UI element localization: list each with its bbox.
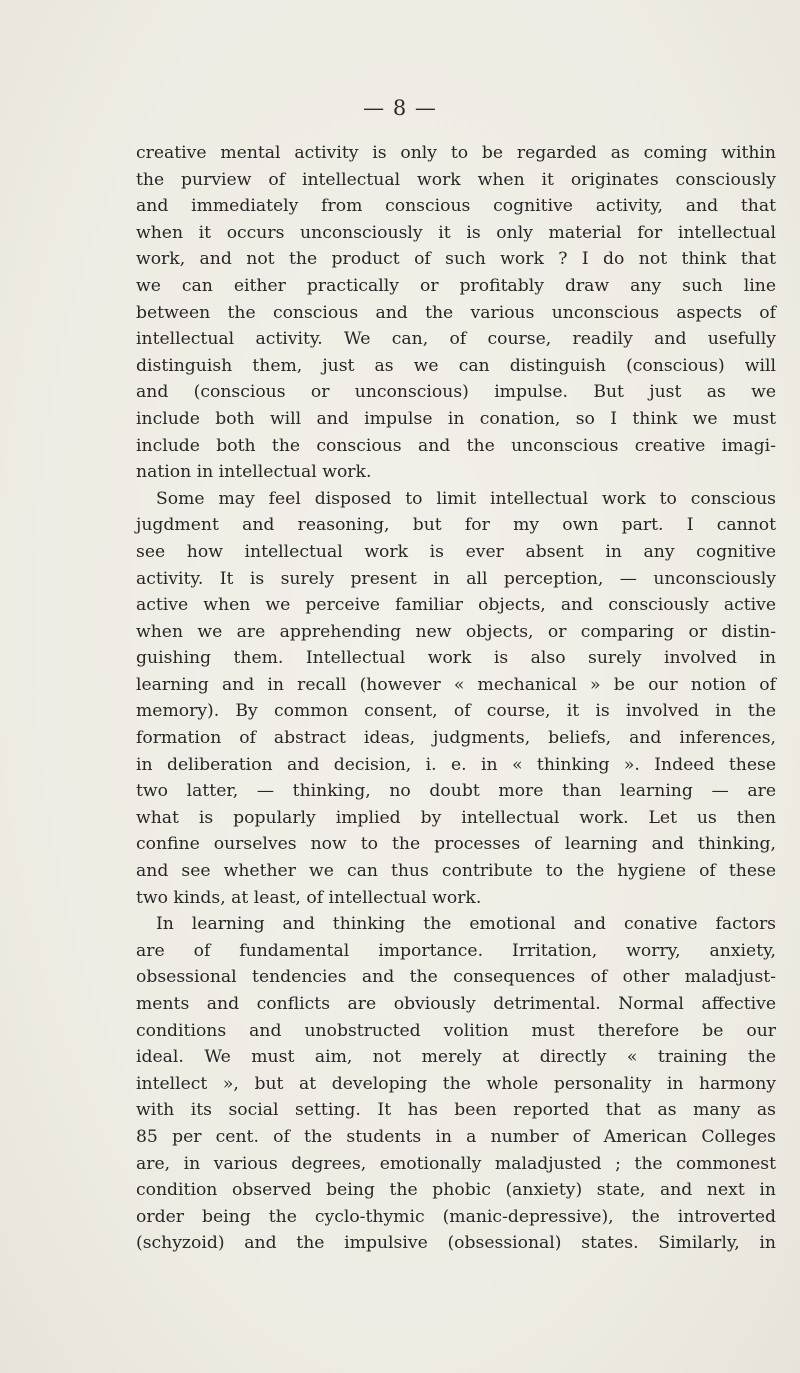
text-line: (schyzoid) and the impulsive (obsessional) states. Similarly, in [136, 1233, 776, 1254]
text-line: include both will and impulse in conation, so I think we must [136, 408, 776, 429]
text-line: confine ourselves now to the processes of learning and thinking, [136, 834, 776, 855]
text-line: work, and not the product of such work ? I do not think that [136, 249, 776, 270]
text-line: two kinds, at least, of intellectual work. [136, 887, 482, 908]
text-line: are of fundamental importance. Irritation, worry, anxiety, [136, 940, 776, 961]
text-line: formation of abstract ideas, judgments, beliefs, and inferences, [136, 728, 776, 749]
text-line: learning and in recall (however « mechanical » be our notion of [136, 674, 776, 695]
text-line: two latter, — thinking, no doubt more than learning — are [136, 781, 776, 802]
paragraph-3 [136, 911, 776, 1257]
text-line: ments and conflicts are obviously detrimental. Normal affective [136, 994, 776, 1014]
text-line: intellect », but at developing the whole personality in harmony [136, 1073, 776, 1094]
text-line: In learning and thinking the emotional and conative factors [156, 914, 776, 935]
text-line: what is popularly implied by intellectual work. Let us then [136, 807, 776, 828]
text-line: with its social setting. It has been reported that as many as [136, 1100, 776, 1121]
body-text [136, 140, 776, 1257]
text-line: and immediately from conscious cognitive activity, and that [136, 196, 776, 217]
text-line: guishing them. Intellectual work is also surely involved in [136, 648, 776, 669]
text-line: the purview of intellectual work when it originates consciously [136, 169, 776, 190]
text-line: obsessional tendencies and the consequences of other maladjust- [136, 967, 776, 988]
text-line: condition observed being the phobic (anxiety) state, and next in [136, 1180, 776, 1201]
text-line: order being the cyclo-thymic (manic-depressive), the introverted [136, 1206, 776, 1227]
text-line: activity. It is surely present in all perception, — unconsciously [136, 568, 776, 589]
text-line: when it occurs unconsciously it is only material for intellectual [136, 222, 776, 243]
text-line: include both the conscious and the unconscious creative imagi- [136, 435, 776, 456]
text-line: distinguish them, just as we can distinguish (conscious) will [136, 355, 776, 376]
text-line: intellectual activity. We can, of course, readily and usefully [136, 329, 776, 350]
text-line: memory). By common consent, of course, it is involved in the [136, 701, 776, 722]
text-line: nation in intellectual work. [136, 462, 372, 483]
text-line: we can either practically or profitably draw any such line [136, 275, 776, 296]
text-line: creative mental activity is only to be regarded as coming within [136, 143, 776, 163]
text-line: see how intellectual work is ever absent in any cognitive [136, 541, 776, 562]
text-line: active when we perceive familiar objects, and consciously active [136, 595, 776, 616]
page-number: — 8 — [363, 96, 437, 120]
text-line: Some may feel disposed to limit intellectual work to conscious [156, 488, 776, 509]
text-line: when we are apprehending new objects, or comparing or distin- [136, 621, 776, 642]
text-line: jugdment and reasoning, but for my own part. I cannot [136, 515, 776, 536]
text-line: in deliberation and decision, i. e. in « thinking ». Indeed these [136, 754, 776, 775]
text-line: and (conscious or unconscious) impulse. But just as we [136, 382, 776, 403]
paragraph-2 [136, 486, 776, 912]
text-line: and see whether we can thus contribute to the hygiene of these [136, 861, 776, 882]
text-line: between the conscious and the various unconscious aspects of [136, 302, 776, 323]
text-line: are, in various degrees, emotionally maladjusted ; the commonest [136, 1153, 776, 1174]
paragraph-1 [136, 140, 776, 486]
text-line: ideal. We must aim, not merely at directly « training the [136, 1047, 776, 1068]
text-line: conditions and unobstructed volition must therefore be our [136, 1020, 776, 1041]
text-line: 85 per cent. of the students in a number of American Colleges [136, 1126, 776, 1147]
